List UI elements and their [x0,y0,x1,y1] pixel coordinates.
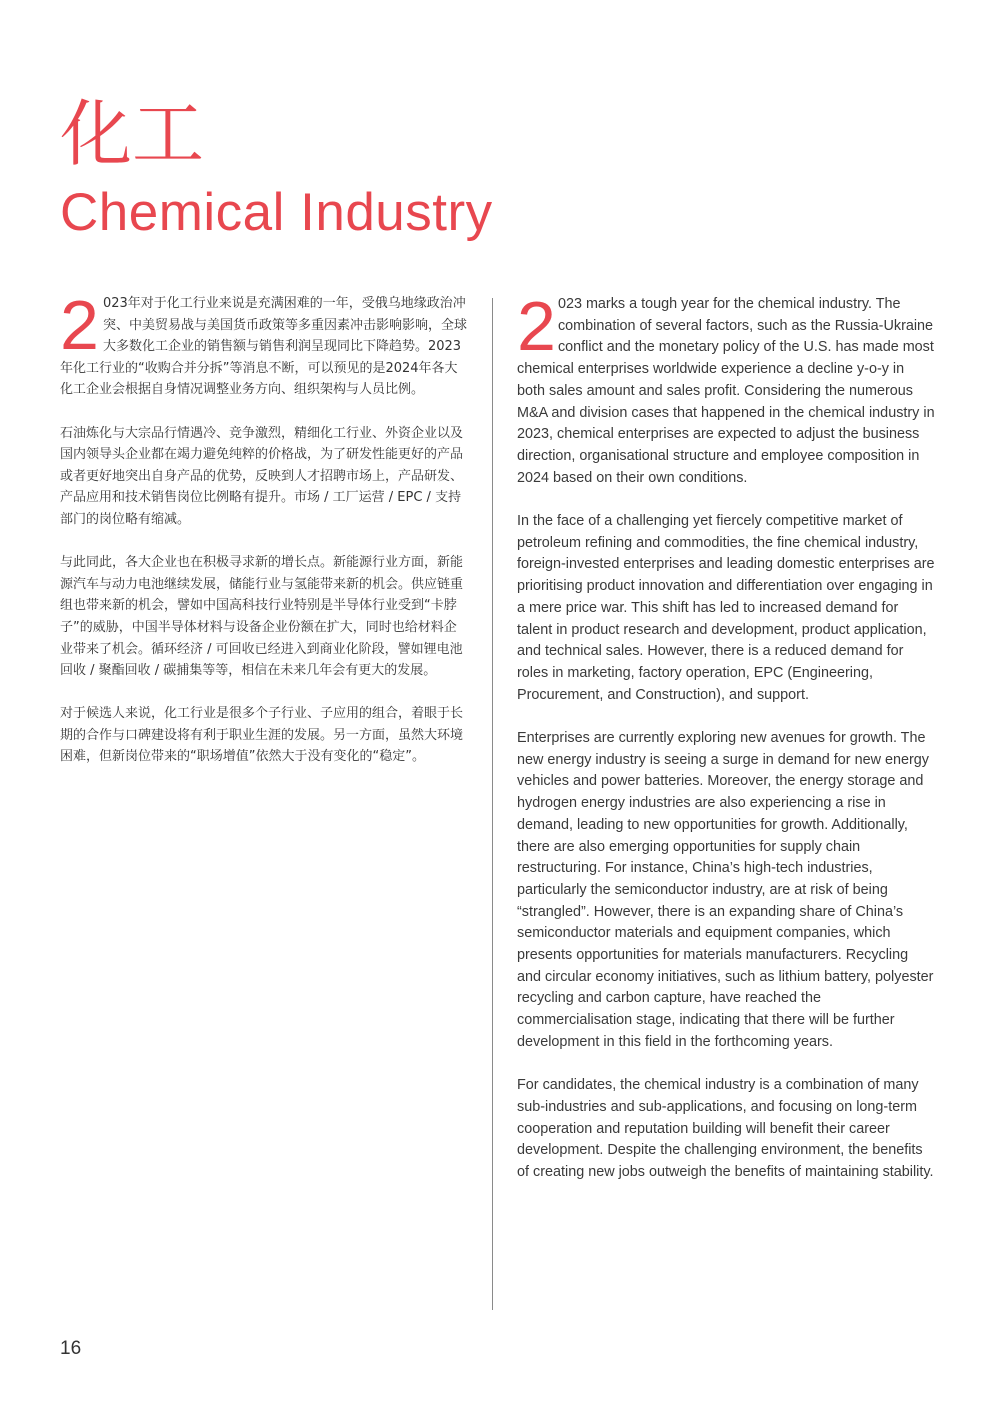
right-paragraph-3: Enterprises are currently exploring new avenues for growth. The new energy industry is seeing a surge in demand for new energy vehicles and power batteries. Moreover, the energy storage and hydrogen energy industries are also experiencing a rise in demand, leading to new opportunities for growth. Additionally, there are also emerging opportunities for supply chain restructuring. For instance, China’s high-tech industries, particularly the semiconductor industry, are at risk of being “strangled”. However, there is an expanding share of China’s semiconductor materials and equipment companies, which presents opportunities for materials manufacturers. Recycling and circular economy initiatives, such as lithium battery, polyester recycling and carbon capture, have reached the commercialisation stage, indicating that there will be further development in this field in the forthcoming years. [517,730,934,1050]
left-paragraph-4: 对于候选人来说，化工行业是很多个子行业、子应用的组合，着眼于长期的合作与口碑建设将有利于职业生涯的发展。另一方面，虽然大环境困难，但新岗位带来的“职场增值”依然大于没有变化的“稳定”。 [60,706,464,765]
right-column-english [517,287,935,1205]
right-dropcap: 2 [517,287,556,365]
right-paragraph-2: In the face of a challenging yet fiercely competitive market of petroleum refining and commodities, the fine chemical industry, foreign-invested enterprises and leading domestic enterprises are prioritising product innovation and differentiation over engaging in a mere price war. This shift has led to increased demand for talent in product research and development, product application, and technical sales. However, there is a reduced demand for roles in marketing, factory operation, EPC (Engineering, Procurement, and Construction), and support. [517,513,935,703]
right-paragraph-1 [517,287,935,489]
right-paragraph-4: For candidates, the chemical industry is a combination of many sub-industries and sub-applications, and focusing on long-term cooperation and reputation building will benefit their career development. Despite the challenging environment, the benefits of creating new jobs outweigh the benefits of maintaining stability. [517,1077,934,1181]
left-dropcap: 2 [60,286,99,364]
left-column-chinese [60,286,468,790]
column-divider [492,298,493,1310]
left-paragraph-2: 石油炼化与大宗品行情遇冷、竞争激烈，精细化工行业、外资企业以及国内领导头企业都在竭力避免纯粹的价格战，为了研发性能更好的产品或者更好地突出自身产品的优势，反映到人才招聘市场上，产品研发、产品应用和技术销售岗位比例略有提升。市场 / 工厂运营 / EPC / 支持部门的岗位略有缩减。 [60,425,464,527]
left-paragraph-1 [60,286,468,401]
left-paragraph-3: 与此同此，各大企业也在积极寻求新的增长点。新能源行业方面，新能源汽车与动力电池继续发展，储能行业与氢能带来新的机会。供应链重组也带来新的机会，譬如中国高科技行业特别是半导体行业受到“卡脖子”的威胁，中国半导体材料与设备企业份额在扩大，同时也给材料企业带来了机会。循环经济 / 可回收已经进入到商业化阶段，譬如锂电池回收 / 聚酯回收 / 碳捕集等等，相信在未来几年会有更大的发展。 [60,555,464,679]
left-paragraph-1-text: 023年对于化工行业来说是充满困难的一年，受俄乌地缘政治冲突、中美贸易战与美国货币政策等多重因素冲击影响影响，全球大多数化工企业的销售额与销售利润呈现同比下降趋势。2023年化工行业的“收购合并分拆”等消息不断，可以预见的是2024年各大化工企业会根据自身情况调整业务方向、组织架构与人员比例。 [60,296,467,398]
page-title-english: Chemical Industry [60,183,493,242]
page-title-chinese: 化工 [60,92,205,176]
right-paragraph-1-text: 023 marks a tough year for the chemical industry. The combination of several factors, such as the Russia-Ukraine conflict and the monetary policy of the U.S. has made most chemical enterprises worldwide experience a decline y-o-y in both sales amount and sales profit. Considering the numerous M&A and division cases that happened in the chemical industry in 2023, chemical enterprises are expected to adjust the business direction, organisational structure and employee composition in 2024 based on their own conditions. [517,296,935,486]
page-number: 16 [60,1338,82,1359]
